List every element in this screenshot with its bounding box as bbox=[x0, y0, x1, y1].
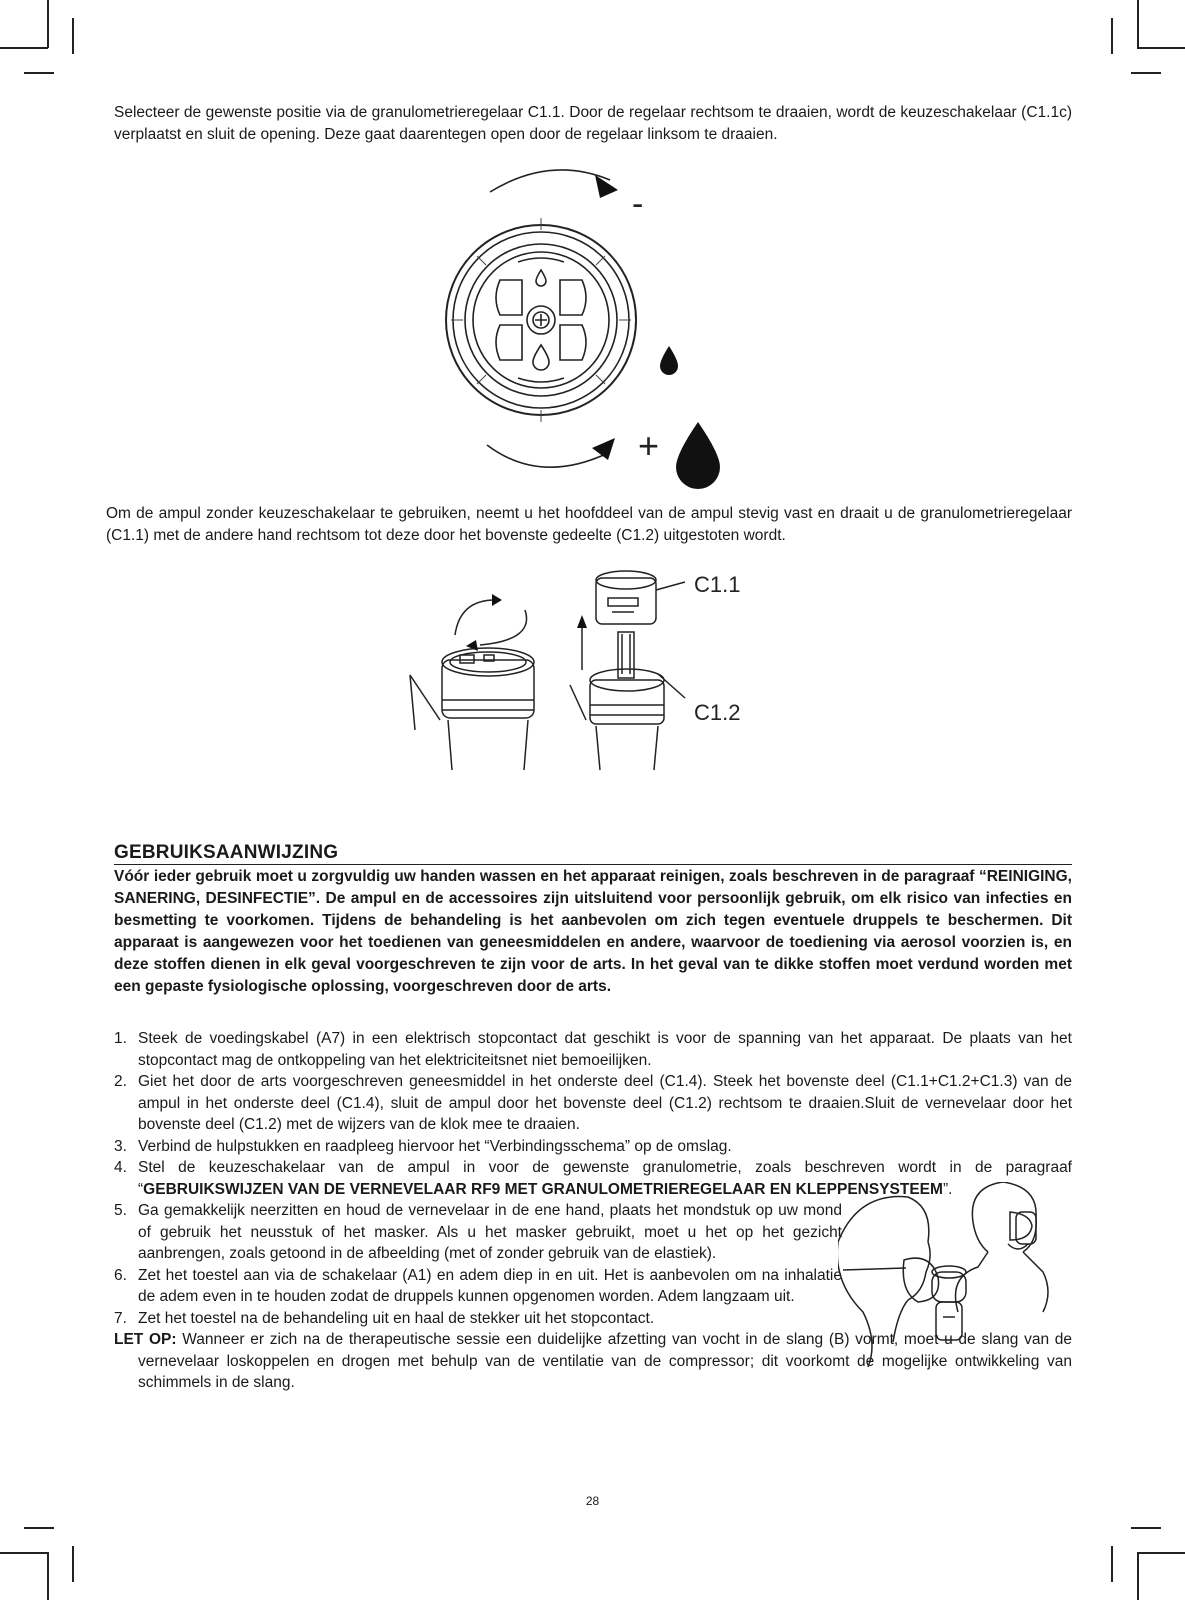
crop-mark bbox=[72, 18, 74, 54]
list-item: 5. Ga gemakkelijk neerzitten en houd de vernevelaar in de ene hand, plaats het mondstuk op uw mond of gebruik het neusstuk of het masker. Als u het masker gebruikt, moet u het op het gezicht aanbrengen, zoals getoond in de afbeelding (met of zonder gebruik van de elastiek). bbox=[114, 1202, 842, 1262]
list-item: 7. Zet het toestel na de behandeling uit en haal de stekker uit het stopcontact. bbox=[114, 1309, 655, 1327]
crop-mark bbox=[0, 47, 48, 49]
label-c1-1: C1.1 bbox=[694, 572, 741, 597]
list-item: 3. Verbind de hulpstukken en raadpleeg hiervoor het “Verbindingsschema” op de omslag. bbox=[114, 1137, 732, 1155]
crop-mark bbox=[24, 1527, 54, 1529]
plus-symbol: + bbox=[638, 425, 660, 466]
crop-mark bbox=[24, 72, 54, 74]
crop-mark bbox=[1137, 0, 1139, 48]
crop-mark bbox=[72, 1546, 74, 1582]
list-item: 4. Stel de keuzeschakelaar van de ampul in voor de gewenste granulometrie, zoals beschreven wordt in de paragraaf “GEBRUIKSWIJZEN VAN DE VERNEVELAAR RF9 MET GRANULOMETRIEREGELAAR EN KLEPPENSYSTEEM”. bbox=[114, 1159, 1072, 1198]
section-heading: GEBRUIKSAANWIJZING bbox=[114, 842, 1072, 865]
warning-note: LET OP: Wanneer er zich na de therapeutische sessie een duidelijke afzetting van vocht in de slang (B) vormt, moet u de slang van de vernevelaar loskoppelen en drogen met behulp van de ventilatie van de compressor; dit voorkomt de mogelijke ontwikkeling van schimmels in de slang. bbox=[114, 1331, 1072, 1391]
intro-paragraph-1: Selecteer de gewenste positie via de granulometrieregelaar C1.1. Door de regelaar rechtsom te draaien, wordt de keuzeschakelaar (C1.1c) verplaatst en sluit de opening. Deze gaat daarentegen open door de regelaar linksom te draaien. bbox=[114, 104, 1072, 143]
crop-mark bbox=[1131, 1527, 1161, 1529]
crop-mark bbox=[1111, 18, 1113, 54]
crop-mark bbox=[47, 1552, 49, 1600]
minus-symbol: - bbox=[632, 185, 644, 223]
granulometry-dial-figure bbox=[440, 160, 740, 490]
crop-mark bbox=[1137, 1552, 1185, 1554]
crop-mark bbox=[1111, 1546, 1113, 1582]
crop-mark bbox=[1131, 72, 1161, 74]
list-item: 6. Zet het toestel aan via de schakelaar (A1) en adem diep in en uit. Het is aanbevolen om na inhalatie de adem even in te houden zodat de druppels kunnen opgenomen worden. Adem langzaam uit. bbox=[114, 1266, 842, 1305]
crop-mark bbox=[1137, 47, 1185, 49]
crop-mark bbox=[47, 0, 49, 48]
list-item: 2. Giet het door de arts voorgeschreven geneesmiddel in het onderste deel (C1.4). Steek het bovenste deel (C1.1+C1.2+C1.3) van de ampul in het onderste deel (C1.4), sluit de ampul door het bovenste deel (C1.2) rechtsom te draaien.Sluit de vernevelaar door het bovenste deel (C1.2) met de wijzers van de klok mee te draaien. bbox=[114, 1073, 1072, 1133]
instructions-intro: Vóór ieder gebruik moet u zorgvuldig uw handen wassen en het apparaat reinigen, zoals beschreven in de paragraaf “REINIGING, SANERING, DESINFECTIE”. De ampul en de accessoires zijn uitsluitend voor persoonlijk gebruik, om elk risico van infecties en besmetting te voorkomen. Tijdens de behandeling is het aanbevolen om zich tegen eventuele druppels te beschermen. Dit apparaat is aangewezen voor het toedienen van geneesmiddelen en andere, waarvoor de toediening via aerosol voorzien is, en deze stoffen dienen in elk geval voorgeschreven te zijn voor de arts. In het geval van te dikke stoffen moet verdund worden met een gepaste fysiologische oplossing, voorgeschreven door de arts. bbox=[114, 868, 1072, 995]
list-item: 1. Steek de voedingskabel (A7) in een elektrisch stopcontact dat geschikt is voor de spanning van het apparaat. De plaats van het stopcontact mag de ontkoppeling van het elektriciteitsnet niet bemoeilijken. bbox=[114, 1030, 1072, 1069]
page-number: 28 bbox=[585, 1494, 600, 1508]
crop-mark bbox=[1137, 1552, 1139, 1600]
mask-usage-figure bbox=[838, 1182, 1078, 1372]
label-c1-2: C1.2 bbox=[694, 700, 741, 725]
crop-mark bbox=[0, 1552, 48, 1554]
ampoule-disassembly-figure bbox=[400, 570, 700, 810]
intro-paragraph-2: Om de ampul zonder keuzeschakelaar te gebruiken, neemt u het hoofddeel van de ampul stevig vast en draait u de granulometrieregelaar (C1.1) met de andere hand rechtsom tot deze door het bovenste gedeelte (C1.2) uitgestoten wordt. bbox=[106, 505, 1072, 544]
